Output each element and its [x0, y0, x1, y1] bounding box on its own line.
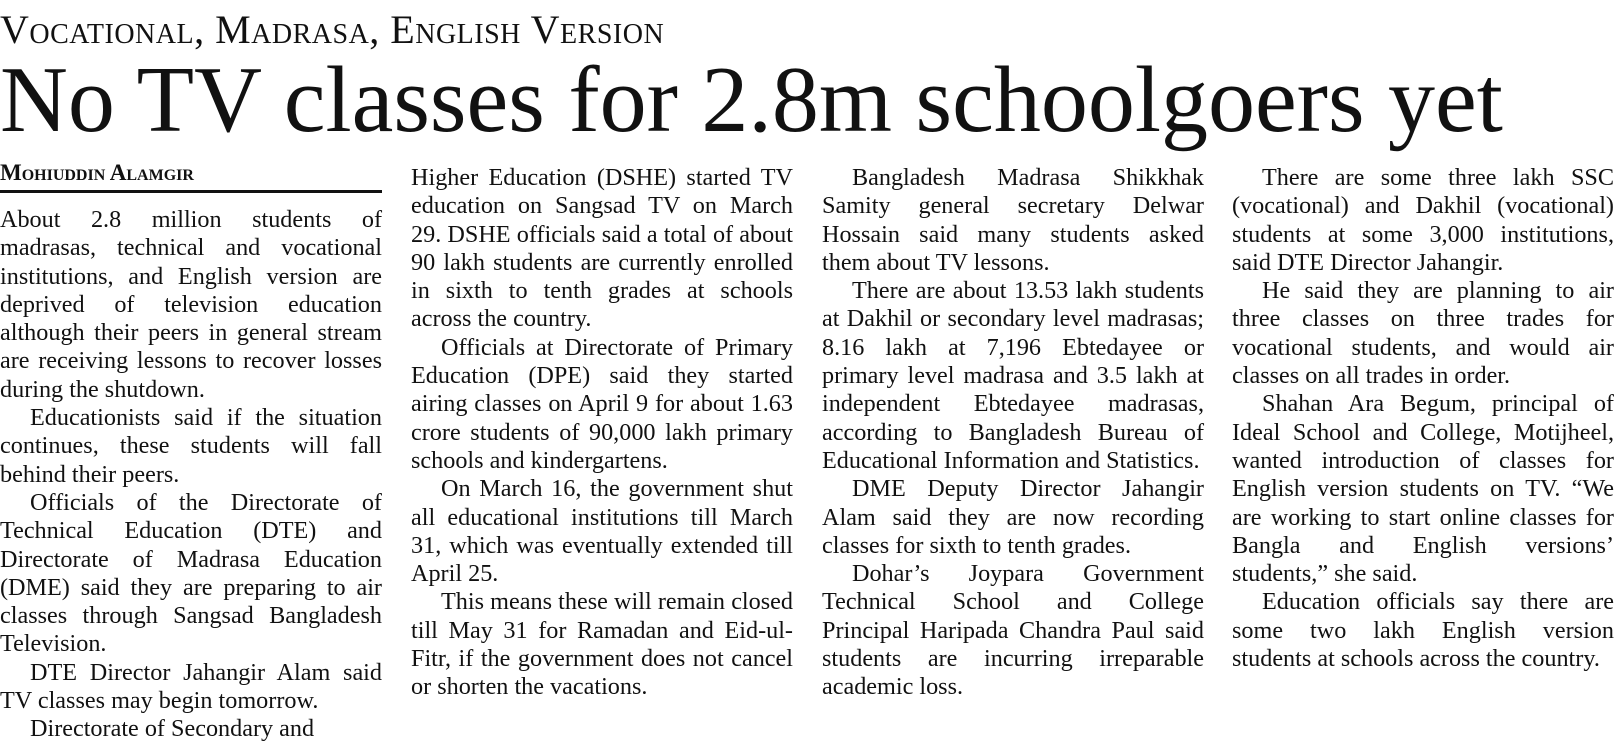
paragraph: Directorate of Secondary and	[30, 715, 315, 743]
paragraph: There are about 13.53 lakh students at Dakhil or secondary level madrasas; 8.16 lakh at 7,196 Ebtedayee or primary level madrasa and 3.5 lakh at independent Ebtedayee madrasas, according to Bangladesh Bureau of Educational Information and Statistics.	[822, 277, 1204, 474]
paragraph: About 2.8 million students of madrasas, technical and vocational institutions, and English version are deprived of television education although their peers in general stream are receiving lessons to recover losses during the shutdown.	[0, 206, 382, 403]
byline: Mohiuddin Alamgir	[0, 160, 382, 193]
paragraph: Officials of the Directorate of Technical Education (DTE) and Directorate of Madrasa Education (DME) said they are preparing to air classes through Sangsad Bangladesh Television.	[0, 488, 382, 658]
paragraph: Education officials say there are some two lakh English version students at schools across the country.	[1232, 588, 1614, 673]
paragraph: Shahan Ara Begum, principal of Ideal School and College, Motijheel, wanted introduction of classes for English version students on TV. “We are working to start online classes for Bangla and English versions’ students,” she said.	[1232, 390, 1614, 588]
article-headline: No TV classes for 2.8m schoolgoers yet	[0, 48, 1503, 152]
paragraph: Bangladesh Madrasa Shikkhak Samity general secretary Delwar Hossain said many students asked them about TV lessons.	[822, 164, 1204, 276]
article-kicker: Vocational, Madrasa, English Version	[0, 7, 665, 52]
paragraph: DTE Director Jahangir Alam said TV classes may begin tomorrow.	[0, 658, 382, 715]
paragraph: Officials at Directorate of Primary Education (DPE) said they started airing classes on April 9 for about 1.63 crore students of 90,000 lakh primary schools and kindergartens.	[411, 333, 793, 474]
paragraph: Educationists said if the situation continues, these students will fall behind their peers.	[0, 404, 382, 488]
article-column-1	[0, 160, 382, 744]
paragraph: DME Deputy Director Jahangir Alam said they are now recording classes for sixth to tenth grades.	[822, 475, 1204, 559]
paragraph: On March 16, the government shut all educational institutions till March 31, which was eventually extended till April 25.	[411, 475, 793, 588]
paragraph: This means these will remain closed till May 31 for Ramadan and Eid-ul-Fitr, if the government does not cancel or shorten the vacations.	[411, 588, 793, 701]
paragraph: Dohar’s Joypara Government Technical School and College Principal Haripada Chandra Paul said students are incurring irreparable academic loss.	[822, 560, 1204, 701]
article-column-4	[1232, 164, 1614, 673]
paragraph: He said they are planning to air three classes on three trades for vocational students, and would air classes on all trades in order.	[1232, 277, 1614, 390]
paragraph: Higher Education (DSHE) started TV education on Sangsad TV on March 29. DSHE officials said a total of about 90 lakh students are currently enrolled in sixth to tenth grades at schools across the country.	[411, 164, 793, 333]
article-column-2	[411, 164, 793, 702]
article-body	[0, 160, 1614, 750]
article-column-3	[822, 164, 1204, 702]
paragraph: There are some three lakh SSC (vocational) and Dakhil (vocational) students at some 3,000 institutions, said DTE Director Jahangir.	[1232, 164, 1614, 276]
